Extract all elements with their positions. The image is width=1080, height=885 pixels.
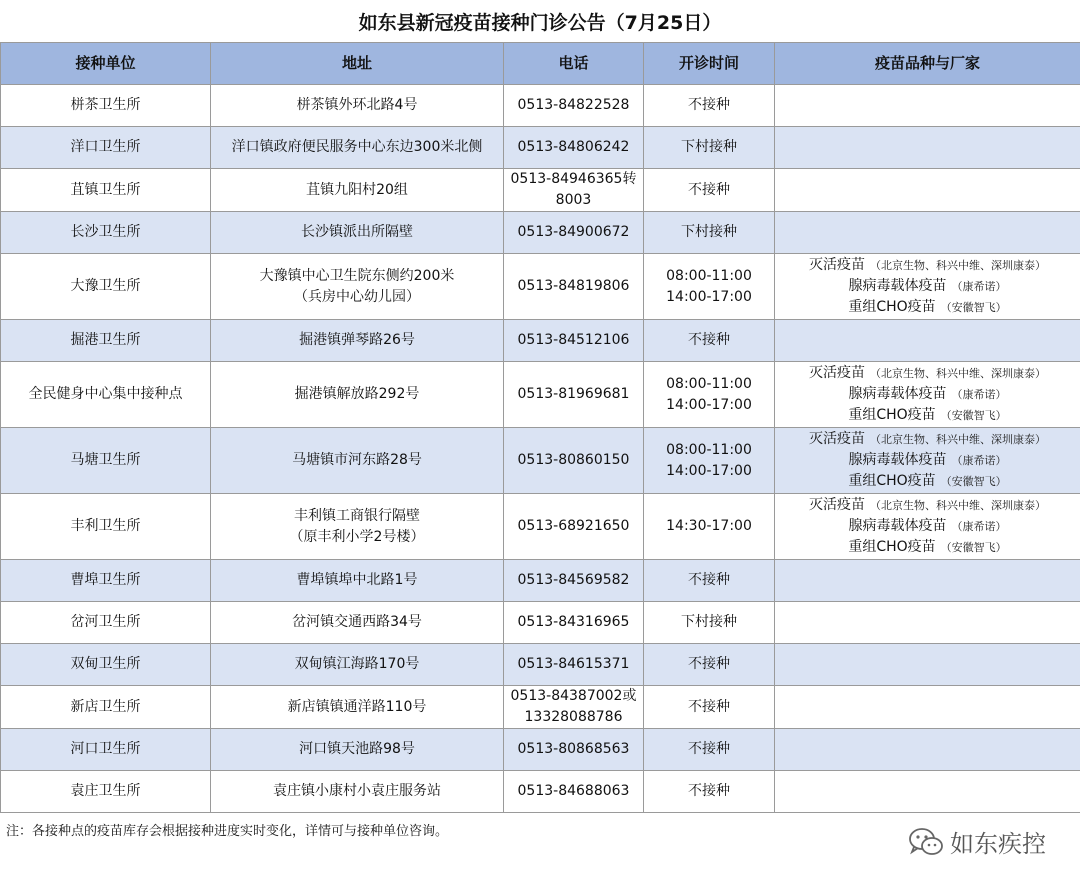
- vaccine-name: 腺病毒载体疫苗: [848, 278, 947, 294]
- unit-cell: 栟茶卫生所: [1, 85, 211, 127]
- unit-cell: 马塘卫生所: [1, 428, 211, 494]
- vaccines-cell: [775, 686, 1080, 729]
- vaccine-maker: （安徽智飞）: [940, 541, 1007, 554]
- vaccine-item: [777, 471, 1078, 492]
- vaccines-cell: [775, 494, 1080, 560]
- vaccine-maker: （康希诺）: [951, 280, 1007, 293]
- address-line: 丰利镇工商银行隔壁: [294, 507, 420, 524]
- table-row: [1, 602, 1080, 644]
- column-header-phone: 电话: [504, 43, 644, 85]
- table-row: [1, 169, 1080, 212]
- unit-cell: 新店卫生所: [1, 686, 211, 729]
- address-cell: [211, 254, 504, 320]
- phone-line: 0513-81969681: [517, 386, 630, 402]
- hours-line: 14:00-17:00: [666, 396, 752, 413]
- vaccine-maker: （安徽智飞）: [940, 409, 1007, 422]
- address-cell: [211, 560, 504, 602]
- address-line: 苴镇九阳村20组: [306, 181, 408, 198]
- hours-cell: [644, 169, 775, 212]
- footer-note: 注：各接种点的疫苗库存会根据接种进度实时变化，详情可与接种单位咨询。: [6, 824, 449, 839]
- phone-line: 0513-84615371: [517, 656, 630, 672]
- unit-cell: 河口卫生所: [1, 729, 211, 771]
- hours-cell: [644, 771, 775, 813]
- unit-cell: 袁庄卫生所: [1, 771, 211, 813]
- address-line: 掘港镇弹琴路26号: [299, 332, 415, 348]
- vaccine-name: 灭活疫苗: [809, 497, 865, 513]
- address-line: 曹埠镇埠中北路1号: [296, 572, 418, 588]
- hours-line: 08:00-11:00: [666, 267, 752, 284]
- vaccine-item: [777, 495, 1078, 516]
- phone-line: 0513-84946365转: [510, 171, 637, 187]
- vaccine-name: 腺病毒载体疫苗: [848, 452, 947, 468]
- vaccines-cell: [775, 212, 1080, 254]
- phone-cell: [504, 428, 644, 494]
- hours-line: 不接种: [688, 332, 730, 348]
- hours-cell: [644, 686, 775, 729]
- vaccine-maker: （康希诺）: [951, 454, 1007, 467]
- phone-line: 8003: [555, 192, 592, 208]
- vaccine-name: 腺病毒载体疫苗: [848, 518, 947, 534]
- phone-cell: [504, 320, 644, 362]
- vaccine-maker: （北京生物、科兴中维、深圳康泰）: [870, 433, 1046, 446]
- hours-cell: [644, 254, 775, 320]
- hours-line: 不接种: [688, 741, 730, 757]
- address-line: 岔河镇交通西路34号: [292, 614, 422, 630]
- address-cell: [211, 771, 504, 813]
- table-row: [1, 127, 1080, 169]
- hours-line: 14:00-17:00: [666, 288, 752, 305]
- hours-cell: [644, 85, 775, 127]
- hours-cell: [644, 362, 775, 428]
- phone-line: 0513-84387002或: [510, 688, 637, 704]
- vaccine-name: 灭活疫苗: [809, 365, 865, 381]
- vaccine-item: [777, 450, 1078, 471]
- table-row: [1, 362, 1080, 428]
- column-header-address: 地址: [211, 43, 504, 85]
- unit-cell: 大豫卫生所: [1, 254, 211, 320]
- phone-cell: [504, 254, 644, 320]
- address-cell: [211, 85, 504, 127]
- hours-line: 08:00-11:00: [666, 375, 752, 392]
- phone-cell: [504, 169, 644, 212]
- vaccine-maker: （安徽智飞）: [940, 475, 1007, 488]
- address-line: 掘港镇解放路292号: [294, 386, 420, 402]
- address-cell: [211, 644, 504, 686]
- phone-cell: [504, 494, 644, 560]
- phone-cell: [504, 686, 644, 729]
- phone-line: 0513-84569582: [517, 572, 630, 588]
- vaccines-cell: [775, 644, 1080, 686]
- table-row: [1, 560, 1080, 602]
- vaccines-cell: [775, 560, 1080, 602]
- hours-cell: [644, 212, 775, 254]
- hours-line: 不接种: [688, 783, 730, 799]
- vaccines-cell: [775, 362, 1080, 428]
- table-row: [1, 644, 1080, 686]
- address-line: 袁庄镇小康村小袁庄服务站: [273, 783, 441, 799]
- vaccine-item: [777, 363, 1078, 384]
- brand-watermark: [908, 824, 1046, 859]
- address-line: 新店镇镇通洋路110号: [287, 698, 427, 715]
- phone-cell: [504, 212, 644, 254]
- vaccines-cell: [775, 320, 1080, 362]
- phone-line: 0513-84822528: [517, 97, 630, 113]
- phone-line: 0513-84819806: [517, 278, 630, 294]
- vaccine-name: 灭活疫苗: [809, 431, 865, 447]
- table-header-row: [1, 43, 1080, 85]
- column-header-hours: 开诊时间: [644, 43, 775, 85]
- hours-line: 08:00-11:00: [666, 441, 752, 458]
- vaccine-maker: （北京生物、科兴中维、深圳康泰）: [870, 499, 1046, 512]
- address-line: 大豫镇中心卫生院东侧约200米: [259, 267, 455, 284]
- phone-line: 0513-84688063: [517, 783, 630, 799]
- unit-cell: 曹埠卫生所: [1, 560, 211, 602]
- phone-line: 0513-80860150: [517, 452, 630, 468]
- address-line: 栟茶镇外环北路4号: [296, 97, 418, 113]
- vaccines-cell: [775, 127, 1080, 169]
- brand-name: 如东疾控: [950, 830, 1046, 858]
- unit-cell: 全民健身中心集中接种点: [1, 362, 211, 428]
- hours-cell: [644, 560, 775, 602]
- unit-cell: 丰利卫生所: [1, 494, 211, 560]
- phone-line: 0513-84900672: [517, 224, 630, 240]
- address-cell: [211, 127, 504, 169]
- vaccines-cell: [775, 602, 1080, 644]
- hours-line: 下村接种: [681, 224, 737, 240]
- vaccine-item: [777, 297, 1078, 318]
- vaccines-cell: [775, 428, 1080, 494]
- phone-cell: [504, 85, 644, 127]
- address-line: 河口镇天池路98号: [299, 741, 415, 757]
- phone-cell: [504, 127, 644, 169]
- table-row: [1, 254, 1080, 320]
- hours-line: 不接种: [688, 97, 730, 113]
- hours-cell: [644, 494, 775, 560]
- address-cell: [211, 320, 504, 362]
- phone-cell: [504, 729, 644, 771]
- table-row: [1, 771, 1080, 813]
- address-cell: [211, 729, 504, 771]
- vaccine-name: 重组CHO疫苗: [848, 539, 936, 555]
- unit-cell: 双甸卫生所: [1, 644, 211, 686]
- vaccine-maker: （安徽智飞）: [940, 301, 1007, 314]
- hours-line: 下村接种: [681, 139, 737, 155]
- footer: [0, 818, 1080, 885]
- unit-cell: 岔河卫生所: [1, 602, 211, 644]
- table-row: [1, 85, 1080, 127]
- table-row: [1, 729, 1080, 771]
- address-line: （兵房中心幼儿园）: [294, 288, 420, 305]
- table-row: [1, 320, 1080, 362]
- vaccination-schedule-table: [0, 42, 1080, 813]
- phone-line: 0513-84806242: [517, 139, 630, 155]
- phone-cell: [504, 560, 644, 602]
- hours-cell: [644, 127, 775, 169]
- vaccine-name: 重组CHO疫苗: [848, 299, 936, 315]
- vaccines-cell: [775, 771, 1080, 813]
- address-cell: [211, 494, 504, 560]
- address-line: 双甸镇江海路170号: [294, 656, 420, 672]
- address-cell: [211, 602, 504, 644]
- table-row: [1, 428, 1080, 494]
- hours-cell: [644, 644, 775, 686]
- vaccine-name: 重组CHO疫苗: [848, 407, 936, 423]
- vaccine-item: [777, 405, 1078, 426]
- address-line: 长沙镇派出所隔壁: [301, 224, 413, 240]
- vaccine-item: [777, 255, 1078, 276]
- phone-line: 0513-68921650: [517, 518, 630, 534]
- address-cell: [211, 686, 504, 729]
- address-cell: [211, 428, 504, 494]
- vaccine-item: [777, 516, 1078, 537]
- vaccines-cell: [775, 729, 1080, 771]
- vaccines-cell: [775, 169, 1080, 212]
- hours-line: 不接种: [688, 698, 730, 715]
- vaccines-cell: [775, 254, 1080, 320]
- address-cell: [211, 169, 504, 212]
- hours-line: 下村接种: [681, 614, 737, 630]
- hours-line: 14:00-17:00: [666, 462, 752, 479]
- vaccine-name: 灭活疫苗: [809, 257, 865, 273]
- vaccine-item: [777, 537, 1078, 558]
- vaccines-cell: [775, 85, 1080, 127]
- address-line: 马塘镇市河东路28号: [292, 452, 422, 468]
- unit-cell: 洋口卫生所: [1, 127, 211, 169]
- vaccine-maker: （北京生物、科兴中维、深圳康泰）: [870, 367, 1046, 380]
- phone-line: 0513-84512106: [517, 332, 630, 348]
- table-row: [1, 212, 1080, 254]
- hours-cell: [644, 428, 775, 494]
- hours-line: 不接种: [688, 181, 730, 198]
- table-row: [1, 494, 1080, 560]
- hours-line: 不接种: [688, 572, 730, 588]
- column-header-vaccines: 疫苗品种与厂家: [775, 43, 1080, 85]
- page-title: 如东县新冠疫苗接种门诊公告（7月25日）: [358, 11, 722, 34]
- address-line: 洋口镇政府便民服务中心东边300米北侧: [231, 139, 483, 155]
- vaccine-maker: （北京生物、科兴中维、深圳康泰）: [870, 259, 1046, 272]
- table-row: [1, 686, 1080, 729]
- vaccine-name: 腺病毒载体疫苗: [848, 386, 947, 402]
- vaccine-maker: （康希诺）: [951, 388, 1007, 401]
- phone-line: 0513-84316965: [517, 614, 630, 630]
- hours-cell: [644, 729, 775, 771]
- wechat-icon: [908, 827, 944, 857]
- vaccine-item: [777, 276, 1078, 297]
- phone-cell: [504, 602, 644, 644]
- phone-cell: [504, 644, 644, 686]
- address-line: （原丰利小学2号楼）: [289, 528, 425, 545]
- vaccine-maker: （康希诺）: [951, 520, 1007, 533]
- hours-cell: [644, 320, 775, 362]
- hours-cell: [644, 602, 775, 644]
- address-cell: [211, 362, 504, 428]
- vaccine-item: [777, 429, 1078, 450]
- phone-cell: [504, 771, 644, 813]
- vaccine-name: 重组CHO疫苗: [848, 473, 936, 489]
- column-header-unit: 接种单位: [1, 43, 211, 85]
- hours-line: 不接种: [688, 656, 730, 672]
- phone-cell: [504, 362, 644, 428]
- phone-line: 0513-80868563: [517, 741, 630, 757]
- address-cell: [211, 212, 504, 254]
- phone-line: 13328088786: [524, 709, 623, 725]
- vaccine-item: [777, 384, 1078, 405]
- unit-cell: 掘港卫生所: [1, 320, 211, 362]
- hours-line: 14:30-17:00: [666, 518, 752, 534]
- unit-cell: 长沙卫生所: [1, 212, 211, 254]
- unit-cell: 苴镇卫生所: [1, 169, 211, 212]
